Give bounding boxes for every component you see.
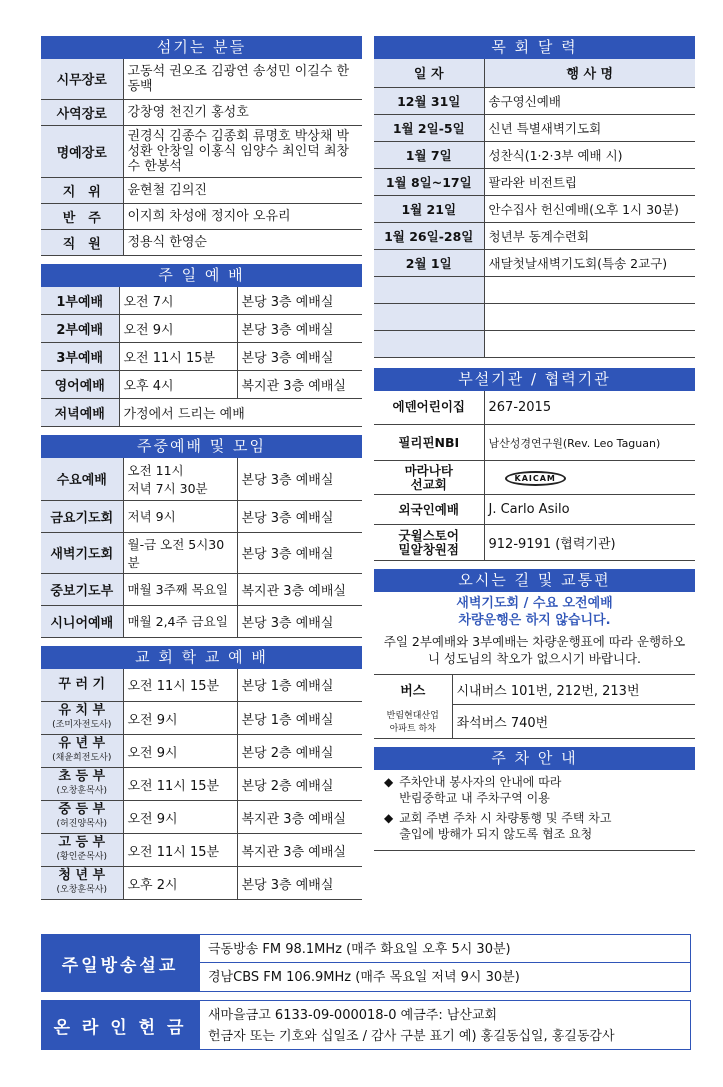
partner-info-text: 남산성경연구원(Rev. Leo Taguan) (488, 436, 661, 450)
calendar-event (484, 330, 695, 357)
school-dept-leader: (조미자전도사) (52, 720, 112, 730)
serve-names: 정용식 한영순 (123, 229, 362, 255)
school-dept (41, 669, 123, 702)
diamond-bullet-icon: ◆ (384, 775, 394, 789)
partner-info (484, 425, 695, 461)
serve-role: 지 위 (41, 177, 123, 203)
parking-item (384, 774, 685, 806)
serve-role: 시무장로 (41, 59, 123, 99)
calendar-row (374, 141, 695, 168)
parking-item-text: 교회 주변 주차 시 차량통행 및 주택 차고 출입에 방해가 되지 않도록 협조 요청 (399, 811, 612, 841)
serve-table (41, 59, 362, 256)
partner-info-text: 267-2015 (488, 399, 552, 415)
sunday-row (41, 343, 362, 371)
school-place: 본당 1층 예배실 (237, 669, 362, 702)
school-dept (41, 834, 123, 867)
school-dept (41, 702, 123, 735)
school-row (41, 669, 362, 702)
weekday-place: 복지관 3층 예배실 (237, 573, 362, 605)
school-dept-name: 유 년 부 (58, 736, 106, 751)
school-place: 본당 3층 예배실 (237, 867, 362, 900)
partner-name: 굿윌스토어 밀알창원점 (374, 525, 484, 561)
directions-notice-2: 차량운행은 하지 않습니다. (458, 613, 611, 628)
school-time: 오전 9시 (123, 735, 237, 768)
school-time: 오후 2시 (123, 867, 237, 900)
school-dept-name: 중 등 부 (58, 802, 106, 817)
weekday-row (41, 573, 362, 605)
serve-row (41, 99, 362, 125)
weekday-time: 저녁 9시 (123, 500, 237, 532)
online-lines (199, 1000, 691, 1050)
school-time: 오전 9시 (123, 801, 237, 834)
school-dept (41, 867, 123, 900)
parking-list (374, 770, 695, 851)
sunday-service: 2부예배 (41, 315, 119, 343)
sunday-service: 1부예배 (41, 287, 119, 315)
weekday-place: 본당 3층 예배실 (237, 532, 362, 573)
weekday-place: 본당 3층 예배실 (237, 500, 362, 532)
broadcast-line-2: 경남CBS FM 106.9MHz (매주 목요일 저녁 9시 30분) (208, 970, 520, 985)
partner-name: 마라나타 선교회 (374, 461, 484, 495)
calendar-event (484, 303, 695, 330)
sunday-service: 영어예배 (41, 371, 119, 399)
sunday-time: 오전 11시 15분 (119, 343, 237, 371)
school-dept-leader: (오창훈목사) (56, 885, 107, 895)
left-column (41, 36, 362, 900)
kaicam-logo-icon: KAICAM (505, 471, 566, 486)
calendar-row (374, 114, 695, 141)
calendar-event: 안수집사 헌신예배(오후 1시 30분) (484, 195, 695, 222)
school-dept-name: 초 등 부 (58, 769, 106, 784)
weekday-header: 주중예배 및 모임 (41, 435, 362, 458)
weekday-row (41, 532, 362, 573)
calendar-event: 청년부 동계수련회 (484, 222, 695, 249)
calendar-event: 송구영신예배 (484, 87, 695, 114)
partner-row (374, 461, 695, 495)
sunday-row (41, 371, 362, 399)
serve-row (41, 59, 362, 99)
sunday-service: 저녁예배 (41, 399, 119, 427)
online-line-2: 헌금자 또는 기호와 십일조 / 감사 구분 표기 예) 홍길동십일, 홍길동감사 (208, 1029, 615, 1044)
broadcast-label: 주일방송설교 (41, 934, 199, 992)
calendar-date (374, 330, 484, 357)
serve-names: 강창영 천진기 홍성호 (123, 99, 362, 125)
school-place: 본당 2층 예배실 (237, 768, 362, 801)
weekday-service: 중보기도부 (41, 573, 123, 605)
calendar-col-date: 일 자 (374, 59, 484, 87)
right-column (374, 36, 695, 851)
sunday-row (41, 315, 362, 343)
sunday-time: 오전 9시 (119, 315, 237, 343)
school-dept-leader: (오창훈목사) (56, 786, 107, 796)
partner-info (484, 525, 695, 561)
partner-info (484, 495, 695, 525)
school-dept (41, 768, 123, 801)
weekday-row (41, 605, 362, 637)
school-dept-name: 꾸 러 기 (58, 676, 106, 692)
online-label: 온 라 인 헌 금 (41, 1000, 199, 1050)
serve-row (41, 125, 362, 177)
school-place: 본당 1층 예배실 (237, 702, 362, 735)
calendar-row (374, 276, 695, 303)
school-dept (41, 735, 123, 768)
weekday-place: 본당 3층 예배실 (237, 458, 362, 500)
serve-role: 명예장로 (41, 125, 123, 177)
calendar-date: 1월 7일 (374, 141, 484, 168)
school-place: 본당 2층 예배실 (237, 735, 362, 768)
directions-notice-1: 새벽기도회 / 수요 오전예배 (456, 596, 613, 611)
calendar-date: 1월 2일-5일 (374, 114, 484, 141)
online-line-1: 새마을금고 6133-09-000018-0 예금주: 남산교회 (208, 1008, 498, 1023)
partner-info-text: J. Carlo Asilo (488, 502, 570, 517)
serve-role: 반 주 (41, 203, 123, 229)
bus-label: 버스 (374, 675, 452, 705)
directions-text: 주일 2부예배와 3부예배는 차량운행표에 따라 운행하오니 성도님의 착오가 없으시기 바랍니다. (383, 634, 686, 666)
partner-name: 에덴어린이집 (374, 391, 484, 425)
serve-row (41, 203, 362, 229)
sunday-place: 본당 3층 예배실 (237, 343, 362, 371)
bus-table (374, 674, 695, 739)
broadcast-lines (199, 934, 691, 992)
weekday-time: 오전 11시 저녁 7시 30분 (123, 458, 237, 500)
school-dept (41, 801, 123, 834)
calendar-col-event: 행 사 명 (484, 59, 695, 87)
school-time: 오전 9시 (123, 702, 237, 735)
serve-row (41, 177, 362, 203)
weekday-table (41, 458, 362, 638)
school-place: 복지관 3층 예배실 (237, 834, 362, 867)
calendar-date (374, 276, 484, 303)
sunday-row (41, 287, 362, 315)
weekday-service: 금요기도회 (41, 500, 123, 532)
calendar-row (374, 249, 695, 276)
school-dept-leader: (황인준목사) (56, 852, 107, 862)
partner-info-text: 912-9191 (협력기관) (488, 537, 616, 552)
calendar-row (374, 222, 695, 249)
partner-name: 외국인예배 (374, 495, 484, 525)
serve-names: 권경식 김종수 김종회 류명호 박상채 박성환 안창일 이홍식 임양수 최인덕 최창수 한봉석 (123, 125, 362, 177)
partner-row (374, 495, 695, 525)
partner-info (484, 461, 695, 495)
partner-info (484, 391, 695, 425)
school-place: 복지관 3층 예배실 (237, 801, 362, 834)
directions-notice (374, 592, 695, 670)
calendar-event (484, 276, 695, 303)
sunday-time: 오전 7시 (119, 287, 237, 315)
weekday-time: 월-금 오전 5시30분 (123, 532, 237, 573)
broadcast-box (41, 934, 691, 992)
school-time: 오전 11시 15분 (123, 768, 237, 801)
bus-stop: 반림현대산업 아파트 하차 (374, 705, 452, 739)
partner-row (374, 391, 695, 425)
calendar-date: 2월 1일 (374, 249, 484, 276)
broadcast-line-1: 극동방송 FM 98.1MHz (매주 화요일 오후 5시 30분) (200, 935, 690, 963)
calendar-row (374, 303, 695, 330)
serve-names: 고동석 권오조 김광연 송성민 이길수 한동백 (123, 59, 362, 99)
weekday-row (41, 458, 362, 500)
school-row (41, 702, 362, 735)
calendar-date: 1월 8일~17일 (374, 168, 484, 195)
parking-item (384, 810, 685, 842)
school-dept-leader: (허진양목사) (56, 819, 107, 829)
calendar-event: 성찬식(1·2·3부 예배 시) (484, 141, 695, 168)
school-row (41, 768, 362, 801)
weekday-service: 시니어예배 (41, 605, 123, 637)
sunday-place: 본당 3층 예배실 (237, 287, 362, 315)
school-row (41, 801, 362, 834)
calendar-event: 팔라완 비전트립 (484, 168, 695, 195)
calendar-event: 신년 특별새벽기도회 (484, 114, 695, 141)
calendar-date: 1월 21일 (374, 195, 484, 222)
school-row (41, 834, 362, 867)
school-header: 교 회 학 교 예 배 (41, 646, 362, 669)
sunday-time: 가정에서 드리는 예배 (119, 399, 362, 427)
calendar-date (374, 303, 484, 330)
partners-header: 부설기관 / 협력기관 (374, 368, 695, 391)
school-row (41, 867, 362, 900)
serve-role: 사역장로 (41, 99, 123, 125)
serve-role: 직 원 (41, 229, 123, 255)
weekday-row (41, 500, 362, 532)
serve-row (41, 229, 362, 255)
calendar-date: 1월 26일-28일 (374, 222, 484, 249)
partners-table (374, 391, 695, 562)
calendar-date: 12월 31일 (374, 87, 484, 114)
school-time: 오전 11시 15분 (123, 669, 237, 702)
calendar-table (374, 59, 695, 358)
sunday-header: 주 일 예 배 (41, 264, 362, 287)
weekday-service: 새벽기도회 (41, 532, 123, 573)
partner-row (374, 525, 695, 561)
calendar-row (374, 168, 695, 195)
directions-header: 오시는 길 및 교통편 (374, 569, 695, 592)
bus-line-1: 시내버스 101번, 212번, 213번 (452, 675, 695, 705)
serve-header: 섬기는 분들 (41, 36, 362, 59)
school-dept-name: 고 등 부 (58, 835, 106, 850)
calendar-row (374, 195, 695, 222)
sunday-table (41, 287, 362, 428)
partner-name: 필리핀NBI (374, 425, 484, 461)
parking-item-text: 주차안내 봉사자의 안내에 따라 반림중학교 내 주차구역 이용 (399, 775, 562, 805)
sunday-service: 3부예배 (41, 343, 119, 371)
sunday-place: 본당 3층 예배실 (237, 315, 362, 343)
weekday-place: 본당 3층 예배실 (237, 605, 362, 637)
school-dept-leader: (채윤희전도사) (52, 753, 112, 763)
school-dept-name: 청 년 부 (58, 868, 106, 883)
school-table (41, 669, 362, 901)
weekday-service: 수요예배 (41, 458, 123, 500)
online-box (41, 1000, 691, 1050)
diamond-bullet-icon: ◆ (384, 811, 394, 825)
partner-row (374, 425, 695, 461)
school-row (41, 735, 362, 768)
weekday-time: 매월 3주째 목요일 (123, 573, 237, 605)
weekday-time: 매월 2,4주 금요일 (123, 605, 237, 637)
sunday-row (41, 399, 362, 427)
calendar-row (374, 87, 695, 114)
calendar-header: 목 회 달 력 (374, 36, 695, 59)
sunday-time: 오후 4시 (119, 371, 237, 399)
calendar-row (374, 330, 695, 357)
parking-header: 주 차 안 내 (374, 747, 695, 770)
serve-names: 이지희 차성애 정지아 오유리 (123, 203, 362, 229)
bus-line-2: 좌석버스 740번 (452, 705, 695, 739)
serve-names: 윤현철 김의진 (123, 177, 362, 203)
sunday-place: 복지관 3층 예배실 (237, 371, 362, 399)
school-dept-name: 유 치 부 (58, 703, 106, 718)
calendar-event: 새달첫날새벽기도회(특송 2교구) (484, 249, 695, 276)
school-time: 오전 11시 15분 (123, 834, 237, 867)
